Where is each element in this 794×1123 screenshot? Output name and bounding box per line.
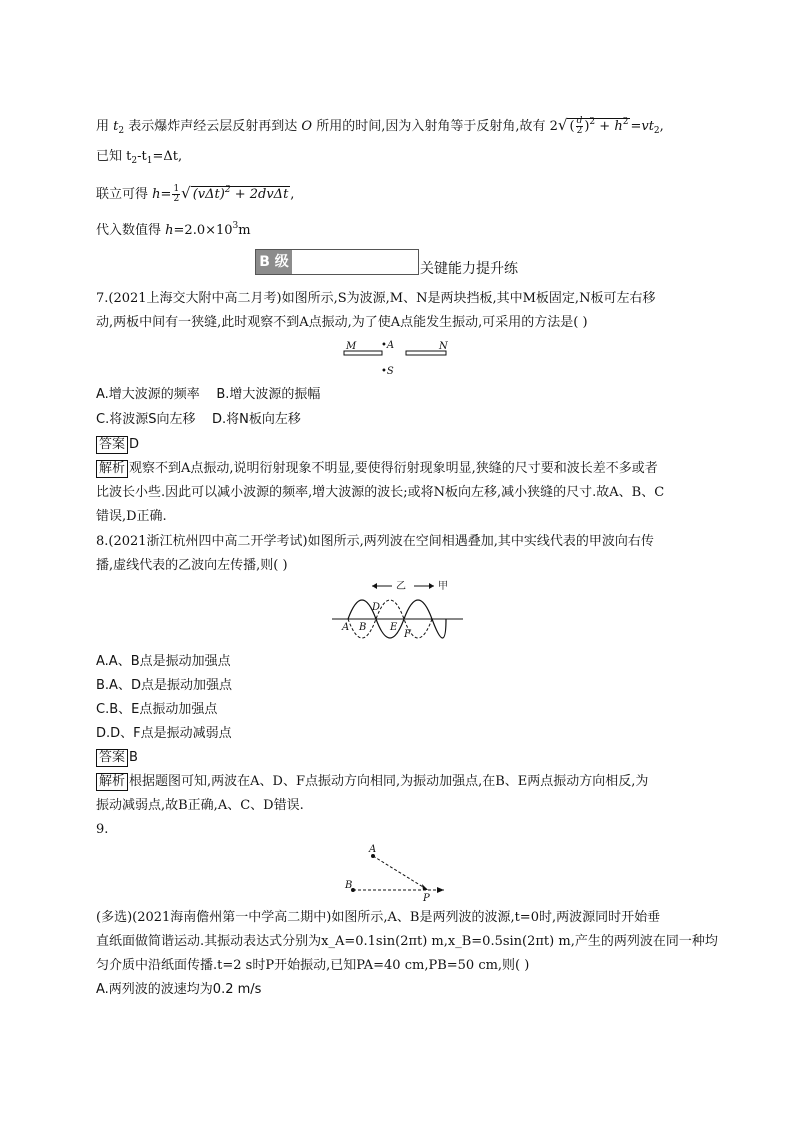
q7-label-n: N: [439, 341, 448, 352]
q7-option-a[interactable]: A.增大波源的频率: [96, 387, 200, 402]
q8-analysis-line-1: 解析 根据题图可知,两波在A、D、F点振动方向相同,为振动加强点,在B、E两点振动方向相反,为: [96, 772, 648, 792]
q9-stem-line-2: 直纸面做简谐运动.其振动表达式分别为x_A=0.1sin(2πt) m,x_B=0.5sin(2πt) m,产生的两列波在同一种均: [96, 934, 718, 949]
q8-label-jia: 甲: [438, 581, 448, 592]
q8-option-b[interactable]: B.A、D点是振动加强点: [96, 678, 232, 693]
q7-options-row-1: [96, 385, 320, 405]
solution-line-2: 已知 $t_2-t_1=\Delta t$,: [96, 149, 183, 166]
q8-figure: [330, 572, 470, 652]
q8-label-yi: 乙: [396, 581, 406, 592]
answer-tag: 答案: [96, 749, 128, 767]
q9-label-p: P: [423, 893, 430, 903]
section-title: 关键能力提升练: [420, 261, 518, 277]
q7-label-m: M: [346, 341, 357, 352]
q7-stem-line-2: 动,两板中间有一狭缝,此时观察不到A点振动,为了使A点能发生振动,可采用的方法是( ): [96, 315, 588, 330]
analysis-tag: 解析: [96, 773, 128, 791]
q8-option-d[interactable]: D.D、F点是振动减弱点: [96, 726, 232, 741]
answer-tag: 答案: [96, 436, 128, 454]
solution-line-4: 代入数值得 $h=2.0\times 10^3m$: [96, 221, 251, 238]
q8-label-a: A: [342, 622, 350, 633]
analysis-tag: 解析: [96, 460, 128, 478]
q7-option-b[interactable]: B.增大波源的振幅: [216, 387, 321, 402]
q7-stem-line-1: 7.(2021上海交大附中高二月考)如图所示,S为波源,M、N是两块挡板,其中M板固定,N板可左右移: [96, 291, 656, 306]
q9-option-a[interactable]: A.两列波的波速均为0.2 m/s: [96, 982, 262, 997]
q7-options-row-2: [96, 410, 301, 430]
solution-line-1: 用 $t_2$ 表示爆炸声经云层反射再到达 O 所用的时间,因为入射角等于反射角,故有 2√ ( $\frac{d}{2}$ )$^2 + h^2 =vt_2$,: [96, 116, 664, 136]
section-level-box: [255, 249, 419, 275]
q8-option-c[interactable]: C.B、E点振动加强点: [96, 702, 218, 717]
q8-label-f: F: [404, 629, 411, 640]
q9-figure: [340, 843, 460, 903]
solution-line-3: 联立可得 h= $\frac{1}{2}$ √ $(v\Delta t)^2 + 2dv\Delta t$ ,: [96, 184, 295, 204]
q8-answer: [96, 748, 138, 768]
q7-label-s: •S: [381, 366, 394, 377]
q8-label-e: E: [390, 622, 398, 633]
q8-option-a[interactable]: A.A、B点是振动加强点: [96, 654, 231, 669]
q8-analysis-line-2: 振动减弱点,故B正确,A、C、D错误.: [96, 798, 304, 813]
q7-answer-value: D: [129, 437, 140, 452]
q8-stem-line-2: 播,虚线代表的乙波向左传播,则( ): [96, 558, 288, 573]
q7-option-c[interactable]: C.将波源S向左移: [96, 412, 196, 427]
q7-analysis-line-2: 比波长小些.因此可以减小波源的频率,增大波源的波长;或将N板向左移,减小狭缝的尺寸.故A、B、C: [96, 485, 665, 500]
q7-figure: [340, 338, 460, 378]
q9-stem-line-1: (多选)(2021海南儋州第一中学高二期中)如图所示,A、B是两列波的波源,t=0时,两波源同时开始垂: [96, 910, 661, 925]
q8-label-b: B: [359, 622, 367, 633]
q8-stem-line-1: 8.(2021浙江杭州四中高二开学考试)如图所示,两列波在空间相遇叠加,其中实线代表的甲波向右传: [96, 534, 654, 549]
q7-label-a: •A: [381, 340, 395, 351]
section-level-badge: B 级: [256, 250, 292, 274]
q9-label-a: A: [369, 844, 377, 855]
q7-analysis-line-1: 解析 观察不到A点振动,说明衍射现象不明显,要使得衍射现象明显,狭缝的尺寸要和波长差不多或者: [96, 459, 658, 479]
q7-analysis-line-3: 错误,D正确.: [96, 509, 167, 524]
q8-label-d: D: [372, 602, 381, 613]
q7-answer: [96, 435, 139, 455]
q9-label-b: B: [345, 880, 353, 891]
q8-answer-value: B: [129, 750, 138, 765]
q9-stem-line-3: 匀介质中沿纸面传播.t=2 s时P开始振动,已知PA=40 cm,PB=50 cm,则( ): [96, 958, 530, 973]
q9-line-ap: [373, 856, 428, 890]
q9-number: 9.: [96, 822, 109, 837]
q7-option-d[interactable]: D.将N板向左移: [212, 412, 301, 427]
